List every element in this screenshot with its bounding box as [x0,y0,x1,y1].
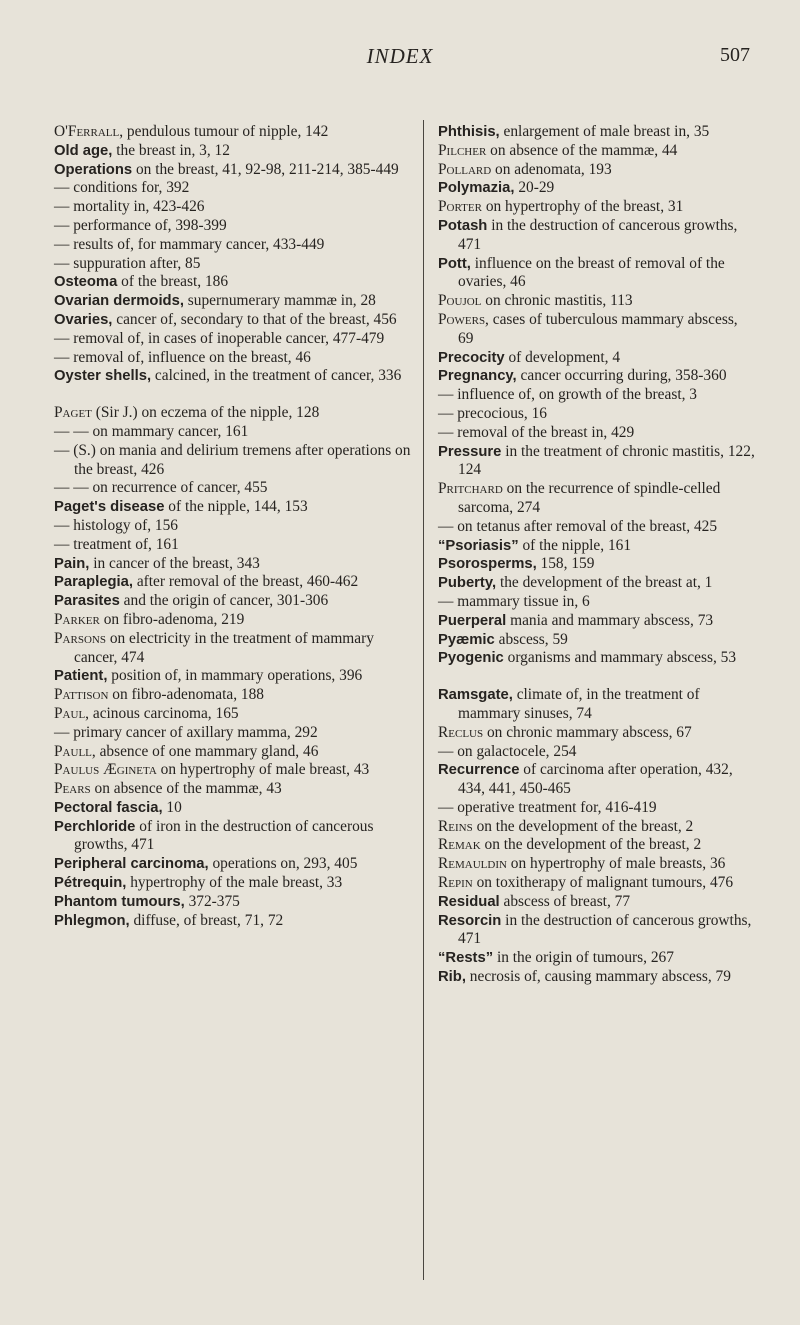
index-entry [54,498,414,517]
entry-text: 10 [162,798,182,816]
section-gap [438,668,756,686]
entry-headword: Pyæmic [438,631,495,648]
index-entry [54,123,414,142]
entry-text: precocious, 16 [453,404,547,422]
entry-headword: Phantom tumours, [54,893,185,910]
entry-text: climate of, in the treatment of mammary sinuses, 74 [458,686,700,722]
entry-headword: Oyster shells, [54,368,152,385]
entry-text: 158, 159 [536,555,595,573]
index-entry [438,405,756,424]
entry-headword: Resorcin [438,912,502,929]
entry-text: cases of tuberculous mammary abscess, 69 [458,310,738,347]
index-entry [438,179,756,198]
index-entry [54,555,414,574]
index-entry [438,743,756,762]
index-entry [438,386,756,405]
index-entry [54,273,414,292]
entry-text: of development, 4 [504,348,621,366]
index-entry [438,424,756,443]
entry-headword: — [54,216,70,234]
entry-headword: — [54,723,70,741]
entry-text: of the nipple, 144, 153 [164,498,308,516]
entry-headword: Repin [438,874,473,892]
index-entry [438,443,756,481]
index-entry [54,479,414,498]
index-entry [54,818,414,856]
entry-text: the development of the breast at, 1 [496,574,713,592]
entry-text: organisms and mammary abscess, 53 [503,649,737,667]
entry-headword: Pyogenic [438,650,504,667]
entry-headword: Powers, [438,310,489,328]
entry-headword: Remauldin [438,855,507,873]
entry-text: on fibro-adenomata, 188 [108,686,264,704]
entry-headword: Puerperal [438,612,507,629]
entry-text: on the development of the breast, 2 [480,836,702,854]
entry-text: acinous carcinoma, 165 [89,704,239,722]
entry-headword: Precocity [438,349,505,366]
entry-text: absence of one mammary gland, 46 [95,742,319,760]
entry-headword: Remak [438,836,481,854]
entry-text: on absence of the mammæ, 44 [486,141,678,159]
entry-text: on electricity in the treatment of mammary cancer, 474 [74,629,374,666]
entry-text: of the breast, 186 [117,273,229,291]
entry-text: on chronic mastitis, 113 [481,292,633,310]
index-entry [54,761,414,780]
index-entry [54,912,414,931]
index-entry [54,517,414,536]
entry-headword: — [438,592,454,610]
index-entry [54,349,414,368]
entry-headword: — [54,235,70,253]
index-entry [54,142,414,161]
entry-text: the breast in, 3, 12 [112,141,230,159]
entry-text: abscess of breast, 77 [499,892,631,910]
index-entry [54,217,414,236]
section-gap [54,386,414,404]
entry-text: calcined, in the treatment of cancer, 336 [151,367,402,385]
index-entry [54,404,414,423]
index-entry [438,612,756,631]
entry-text: removal of, influence on the breast, 46 [69,348,311,366]
index-entry [438,142,756,161]
entry-headword: — [54,329,70,347]
entry-headword: Reins [438,817,473,835]
entry-headword: Parsons [54,629,106,647]
index-entry [438,649,756,668]
index-entry [438,161,756,180]
entry-headword: Potash [438,217,488,234]
entry-headword: — [54,516,70,534]
entry-headword: Puberty, [438,575,497,592]
entry-headword: Ovaries, [54,311,113,328]
entry-text: in the destruction of cancerous growths, 471 [458,216,738,253]
index-entry [54,592,414,611]
index-entry [54,367,414,386]
entry-text: primary cancer of axillary mamma, 292 [69,723,318,741]
entry-text: on hypertrophy of male breast, 43 [156,761,370,779]
entry-headword: Parker [54,610,100,628]
index-entry [438,593,756,612]
entry-text: on fibro-adenoma, 219 [99,610,245,628]
entry-text: of carcinoma after operation, 432, 434, 441, 450-465 [458,761,733,798]
index-entry [438,893,756,912]
entry-headword: Parasites [54,593,120,610]
entry-text: after removal of the breast, 460-462 [132,573,359,591]
entry-headword: Pectoral fascia, [54,799,163,816]
index-entry [54,573,414,592]
entry-headword: Patient, [54,668,108,685]
index-entry [438,367,756,386]
entry-text: 372-375 [184,892,240,910]
index-entry [438,480,756,518]
entry-headword: Polymazia, [438,180,515,197]
entry-text: supernumerary mammæ in, 28 [183,292,376,310]
index-entry [54,611,414,630]
entry-headword: Paul, [54,704,90,722]
entry-headword: — [54,535,70,553]
entry-headword: Pétrequin, [54,875,127,892]
entry-text: removal of, in cases of inoperable cancer, 477-479 [69,329,385,347]
entry-text: on the recurrence of spindle-celled sarcoma, 274 [458,480,721,516]
entry-text: (Sir J.) on eczema of the nipple, 128 [91,404,320,422]
entry-headword: Pott, [438,255,471,272]
index-entry [438,349,756,368]
entry-text: (S.) on mania and delirium tremens after operations on the breast, 426 [69,441,411,478]
entry-text: pendulous tumour of nipple, 142 [123,123,329,140]
entry-text: on adenomata, 193 [491,160,612,178]
left-index-column [54,123,414,930]
index-entry [438,836,756,855]
entry-text: in the treatment of chronic mastitis, 122, 124 [458,442,755,479]
entry-headword: Ramsgate, [438,687,513,704]
index-entry [438,198,756,217]
entry-text: in cancer of the breast, 343 [89,554,260,572]
entry-headword: Pressure [438,443,502,460]
entry-headword: Recurrence [438,762,520,779]
entry-text: results of, for mammary cancer, 433-449 [69,235,325,253]
entry-text: influence on the breast of removal of the ovaries, 46 [458,254,725,291]
entry-text: necrosis of, causing mammary abscess, 79 [465,968,731,986]
index-entry [438,574,756,593]
index-entry [438,818,756,837]
index-entry [438,968,756,987]
entry-text: treatment of, 161 [69,535,179,553]
entry-headword: — — [54,479,89,497]
entry-headword: Pears [54,780,91,798]
entry-headword: Ovarian dermoids, [54,293,184,310]
entry-headword: Paraplegia, [54,574,133,591]
entry-text: cancer occurring during, 358-360 [516,367,727,385]
entry-text: enlargement of male breast in, 35 [499,123,710,140]
index-entry [438,724,756,743]
entry-text: operations on, 293, 405 [208,855,358,873]
entry-text: in the origin of tumours, 267 [493,949,674,967]
entry-headword: Paget's disease [54,499,165,516]
entry-headword: Reclus [438,723,484,741]
index-entry [438,255,756,293]
entry-headword: — [54,254,70,272]
entry-text: suppuration after, 85 [69,254,201,272]
entry-text: on tetanus after removal of the breast, 425 [453,517,718,535]
entry-headword: — [54,198,70,216]
index-entry [438,874,756,893]
index-entry [438,761,756,799]
index-entry [438,217,756,255]
entry-headword: — — [54,422,89,440]
index-entry [54,724,414,743]
entry-headword: Phlegmon, [54,912,130,929]
entry-headword: Pregnancy, [438,368,517,385]
index-entry [54,705,414,724]
entry-headword: Rib, [438,969,466,986]
entry-text: on hypertrophy of the breast, 31 [481,198,684,216]
index-entry [54,780,414,799]
page-number: 507 [720,44,750,66]
index-entry [438,518,756,537]
entry-text: of the nipple, 161 [518,536,632,554]
index-entry [54,442,414,480]
entry-headword: Residual [438,893,500,910]
entry-text: on galactocele, 254 [453,742,577,760]
entry-headword: — [54,441,70,459]
entry-headword: — [438,517,454,535]
entry-text: and the origin of cancer, 301-306 [119,592,329,610]
entry-headword: — [54,348,70,366]
entry-headword: — [54,179,70,197]
entry-headword: “Psoriasis” [438,537,519,554]
entry-text: mania and mammary abscess, 73 [506,611,714,629]
entry-headword: Psorosperms, [438,556,537,573]
entry-headword: — [438,798,454,816]
entry-text: abscess, 59 [494,630,568,648]
index-entry [54,893,414,912]
entry-text: position of, in mammary operations, 396 [107,667,363,685]
entry-headword: Osteoma [54,274,118,291]
entry-headword: Paulus Ægineta [54,761,157,779]
index-entry [54,536,414,555]
entry-headword: O'Ferrall, [54,123,124,140]
entry-headword: Pollard [438,160,492,178]
index-entry [438,123,756,142]
entry-headword: Phthisis, [438,124,500,140]
entry-headword: — [438,742,454,760]
index-entry [438,855,756,874]
entry-headword: Perchloride [54,818,136,835]
entry-headword: Pilcher [438,141,487,159]
entry-headword: Pain, [54,555,90,572]
entry-text: conditions for, 392 [69,179,190,197]
entry-text: mammary tissue in, 6 [453,592,590,610]
index-entry [54,292,414,311]
index-entry [438,292,756,311]
entry-text: on chronic mammary abscess, 67 [483,723,692,741]
entry-headword: “Rests” [438,950,494,967]
index-entry [54,311,414,330]
entry-headword: Old age, [54,142,113,159]
entry-text: of iron in the destruction of cancerous growths, 471 [74,817,374,854]
index-entry [54,255,414,274]
entry-headword: Peripheral carcinoma, [54,856,209,873]
index-entry [438,555,756,574]
entry-text: on the development of the breast, 2 [472,817,694,835]
entry-text: in the destruction of cancerous growths, 471 [458,911,752,948]
page-title: INDEX [366,44,434,68]
index-entry [54,799,414,818]
index-entry [54,667,414,686]
entry-text: on the breast, 41, 92-98, 211-214, 385-449 [132,160,399,178]
entry-text: diffuse, of breast, 71, 72 [129,911,284,929]
entry-text: performance of, 398-399 [69,216,227,234]
index-entry [438,912,756,950]
index-entry [54,161,414,180]
column-divider [423,120,424,1280]
index-entry [438,949,756,968]
entry-text: operative treatment for, 416-419 [453,798,657,816]
entry-headword: Pattison [54,686,109,704]
entry-headword: — [438,404,454,422]
entry-headword: Porter [438,198,482,216]
entry-text: cancer of, secondary to that of the breast, 456 [112,310,397,328]
index-entry [54,198,414,217]
entry-headword: Operations [54,161,133,178]
index-entry [438,799,756,818]
entry-text: 20-29 [514,179,555,197]
entry-text: on mammary cancer, 161 [88,422,249,440]
entry-text: hypertrophy of the male breast, 33 [126,874,343,892]
entry-headword: — [438,386,454,404]
entry-headword: Paull, [54,742,96,760]
index-entry [438,686,756,724]
index-entry [54,743,414,762]
index-entry [54,330,414,349]
right-index-column [438,123,756,987]
entry-headword: — [438,423,454,441]
index-entry [438,631,756,650]
index-entry [438,537,756,556]
index-entry [54,874,414,893]
index-entry [54,686,414,705]
index-entry [54,236,414,255]
index-entry [438,311,756,349]
entry-text: on recurrence of cancer, 455 [88,479,268,497]
entry-text: on hypertrophy of male breasts, 36 [506,855,726,873]
index-entry [54,179,414,198]
entry-text: on toxitherapy of malignant tumours, 476 [472,874,734,892]
entry-text: mortality in, 423-426 [69,198,205,216]
entry-text: on absence of the mammæ, 43 [90,780,282,798]
entry-text: influence of, on growth of the breast, 3 [453,386,698,404]
index-entry [54,423,414,442]
entry-text: histology of, 156 [69,516,178,534]
entry-headword: Poujol [438,292,482,310]
entry-text: removal of the breast in, 429 [453,423,635,441]
entry-headword: Paget [54,404,92,422]
index-entry [54,855,414,874]
entry-headword: Pritchard [438,480,503,498]
index-entry [54,630,414,668]
